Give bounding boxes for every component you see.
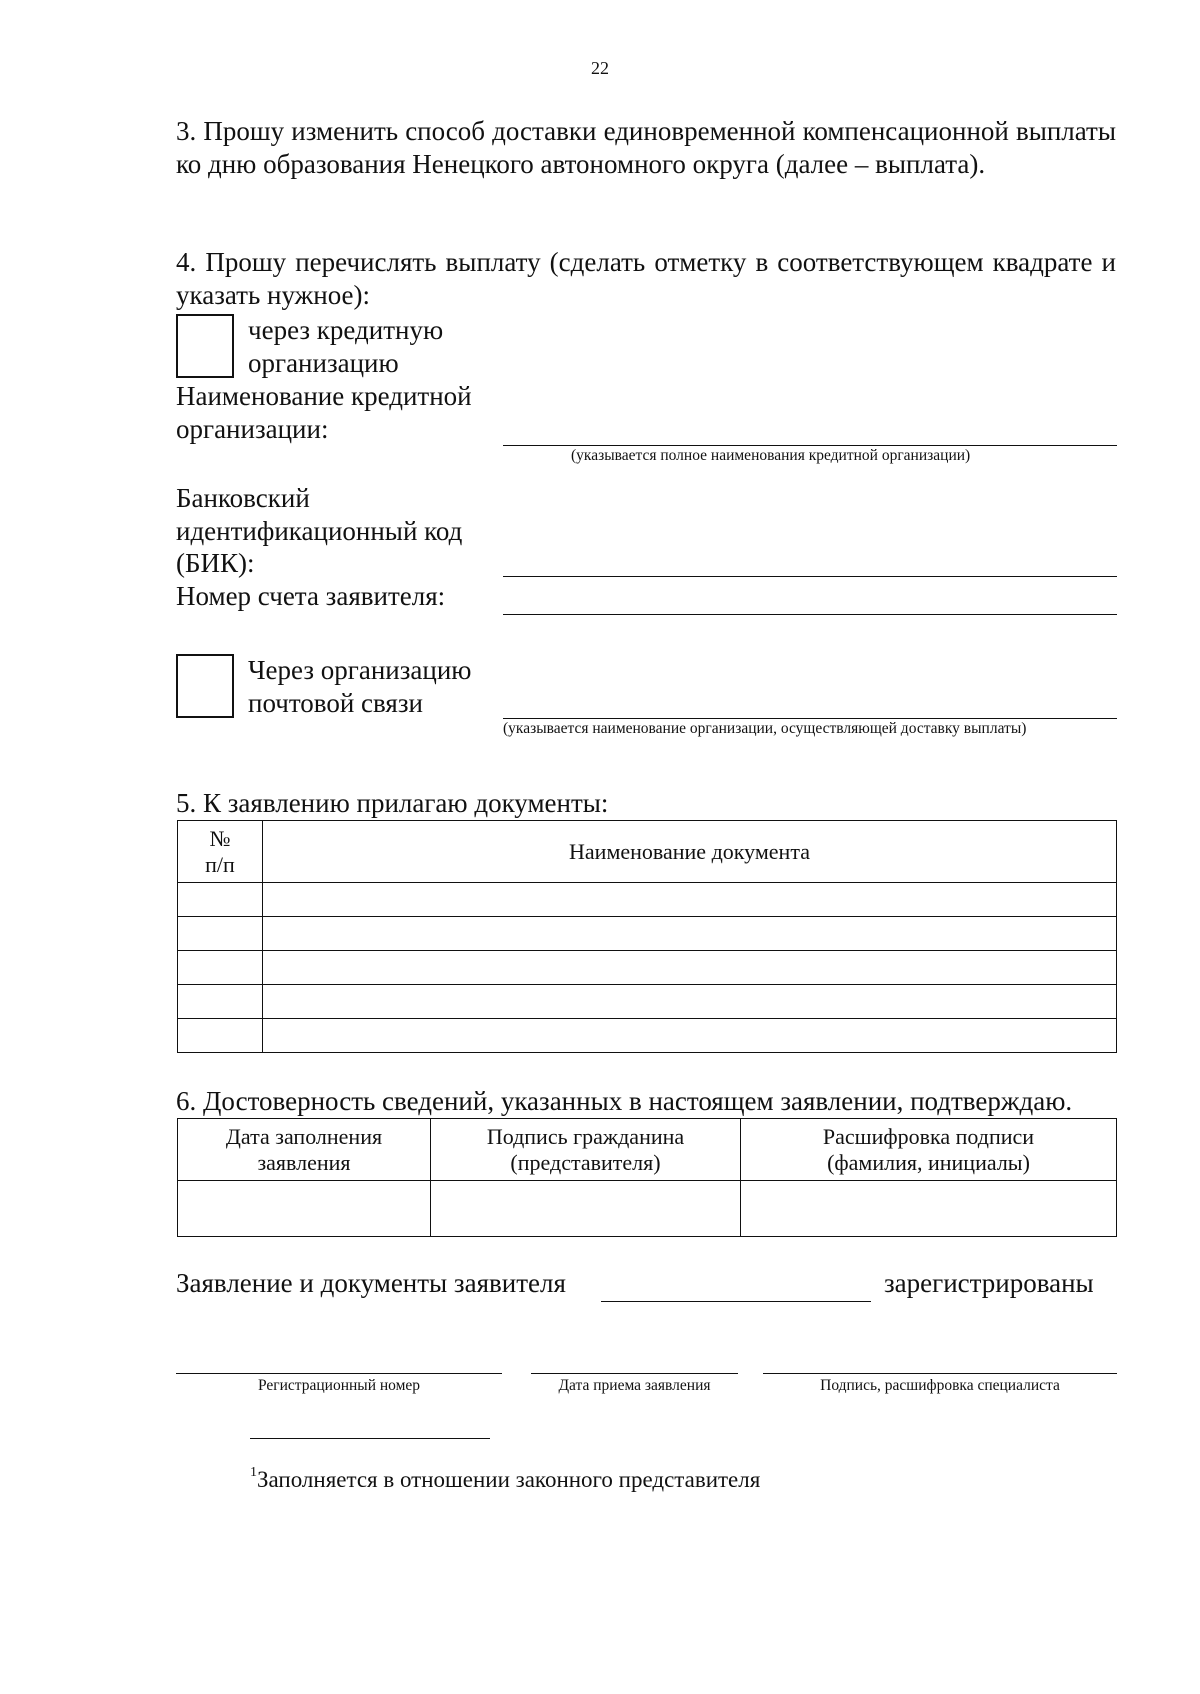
header-num-line1: № <box>209 825 231 851</box>
registration-field[interactable] <box>601 1301 871 1302</box>
table-row <box>178 1019 1117 1053</box>
signature-table <box>177 1118 1117 1237</box>
row-doc-cell[interactable] <box>263 985 1117 1019</box>
credit-name-field[interactable] <box>503 445 1117 446</box>
header-doc-name: Наименование документа <box>263 821 1117 883</box>
row-num-cell[interactable] <box>178 1019 263 1053</box>
reg-date-field[interactable] <box>531 1373 738 1374</box>
bik-field[interactable] <box>503 576 1117 577</box>
header-num-line2: п/п <box>205 851 235 877</box>
header-decoding-line1: Расшифровка подписи <box>822 1123 1035 1149</box>
reg-date-caption: Дата приема заявления <box>558 1377 711 1394</box>
row-doc-cell[interactable] <box>263 917 1117 951</box>
row-num-cell[interactable] <box>178 985 263 1019</box>
account-field[interactable] <box>503 614 1117 615</box>
credit-name-label-line1: Наименование кредитной <box>176 381 472 411</box>
header-date <box>178 1119 431 1181</box>
row-num-cell[interactable] <box>178 951 263 985</box>
header-signature <box>431 1119 741 1181</box>
registration-left-text: Заявление и документы заявителя <box>176 1268 566 1298</box>
section-5-title: 5. К заявлению прилагаю документы: <box>176 788 609 818</box>
specialist-caption: Подпись, расшифровка специалиста <box>820 1377 1060 1394</box>
documents-table-header <box>178 821 1117 883</box>
decoding-cell[interactable] <box>741 1181 1117 1237</box>
registration-right-text: зарегистрированы <box>884 1268 1094 1298</box>
footnote-text: Заполняется в отношении законного представителя <box>257 1467 761 1492</box>
reg-number-caption: Регистрационный номер <box>257 1377 421 1394</box>
header-signature-line2: (представителя) <box>510 1149 661 1175</box>
bik-label-line1: Банковский <box>176 483 310 513</box>
credit-option-line2: организацию <box>248 348 399 378</box>
table-row <box>178 917 1117 951</box>
row-num-cell[interactable] <box>178 917 263 951</box>
credit-name-label-line2: организации: <box>176 414 329 444</box>
header-decoding-line2: (фамилия, инициалы) <box>827 1149 1030 1175</box>
post-option-line2: почтовой связи <box>248 688 423 718</box>
bik-label-line3: (БИК): <box>176 548 255 578</box>
reg-number-field[interactable] <box>176 1373 502 1374</box>
row-doc-cell[interactable] <box>263 883 1117 917</box>
footnote-mark: 1 <box>250 1465 257 1480</box>
header-date-line2: заявления <box>257 1149 351 1175</box>
specialist-signature-field[interactable] <box>763 1373 1117 1374</box>
header-date-line1: Дата заполнения <box>225 1123 383 1149</box>
signature-table-header <box>178 1119 1117 1181</box>
table-row <box>178 985 1117 1019</box>
account-label: Номер счета заявителя: <box>176 581 446 611</box>
row-doc-cell[interactable] <box>263 951 1117 985</box>
header-num <box>178 821 263 883</box>
header-decoding <box>741 1119 1117 1181</box>
footnote <box>250 1467 760 1493</box>
documents-table <box>177 820 1117 1053</box>
header-signature-line1: Подпись гражданина <box>486 1123 685 1149</box>
row-doc-cell[interactable] <box>263 1019 1117 1053</box>
signature-cell[interactable] <box>431 1181 741 1237</box>
section-3-text: 3. Прошу изменить способ доставки единовременной компенсационной выплаты ко дню образования Ненецкого автономного округа (далее – выплата). <box>176 116 1116 179</box>
section-6-title: 6. Достоверность сведений, указанных в настоящем заявлении, подтверждаю. <box>176 1086 1073 1116</box>
page-number: 22 <box>591 58 609 78</box>
post-caption: (указывается наименование организации, осуществляющей доставку выплаты) <box>503 720 1027 737</box>
row-num-cell[interactable] <box>178 883 263 917</box>
table-row <box>178 1181 1117 1237</box>
credit-org-checkbox[interactable] <box>176 314 234 378</box>
post-org-field[interactable] <box>503 718 1117 719</box>
post-org-checkbox[interactable] <box>176 654 234 718</box>
credit-name-caption: (указывается полное наименования кредитной организации) <box>571 447 971 464</box>
section-4-intro: 4. Прошу перечислять выплату (сделать отметку в соответствующем квадрате и указать нужное): <box>176 247 1116 310</box>
credit-option-line1: через кредитную <box>248 315 444 345</box>
post-option-line1: Через организацию <box>248 655 472 685</box>
table-row <box>178 883 1117 917</box>
footnote-separator <box>250 1438 490 1439</box>
date-cell[interactable] <box>178 1181 431 1237</box>
table-row <box>178 951 1117 985</box>
bik-label-line2: идентификационный код <box>176 516 463 546</box>
